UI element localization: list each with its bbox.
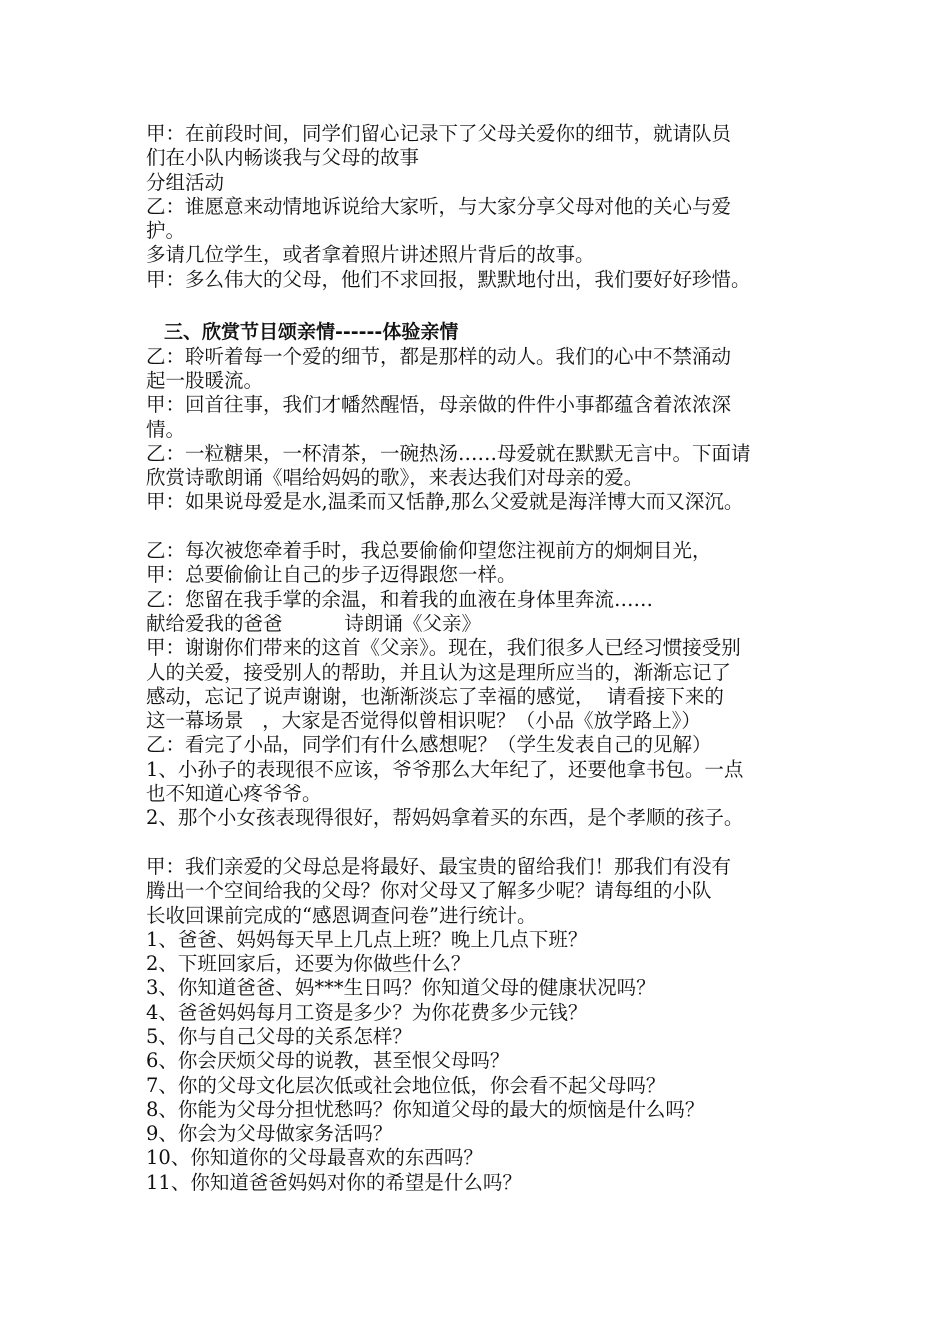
text-line: 甲：如果说母爱是水,温柔而又恬静,那么父爱就是海洋博大而又深沉。 [146,490,744,514]
survey-question: 6、你会厌烦父母的说教，甚至恨父母吗？ [146,1049,510,1073]
text-line: 乙：一粒糖果，一杯清茶，一碗热汤……母爱就在默默无言中。下面请 [146,441,751,465]
text-line: 人的关爱，接受别人的帮助，并且认为这是理所应当的，渐渐忘记了 [146,660,732,684]
text-line: 腾出一个空间给我的父母？你对父母又了解多少呢？请每组的小队 [146,879,712,903]
blank-line [146,515,826,539]
survey-question: 7、你的父母文化层次低或社会地位低，你会看不起父母吗？ [146,1073,666,1097]
block-father-love [146,539,826,831]
blank-line [146,292,826,316]
text-line: 乙：谁愿意来动情地诉说给大家听，与大家分享父母对他的关心与爱 [146,194,732,218]
survey-question: 3、你知道爸爸、妈***生日吗？你知道父母的健康状况吗？ [146,976,656,1000]
text-line: 这一幕场景 ，大家是否觉得似曾相识呢？（小品《放学路上》） [146,709,701,733]
survey-question: 1、爸爸、妈妈每天早上几点上班？晚上几点下班？ [146,927,588,951]
text-line: 欣赏诗歌朗诵《唱给妈妈的歌》，来表达我们对母亲的爱。 [146,466,644,490]
text-line: 乙：看完了小品，同学们有什么感想呢？（学生发表自己的见解） [146,733,712,757]
text-line: 们在小队内畅谈我与父母的故事 [146,146,420,170]
text-line: 乙：您留在我手掌的余温，和着我的血液在身体里奔流…… [146,587,654,611]
survey-question: 10、你知道你的父母最喜欢的东西吗？ [146,1146,483,1170]
block-intro [146,122,826,292]
survey-question: 4、爸爸妈妈每月工资是多少？为你花费多少元钱？ [146,1000,588,1024]
blank-line [146,831,826,855]
text-line: 甲：多么伟大的父母，他们不求回报，默默地付出，我们要好好珍惜。 [146,267,751,291]
section-heading: 三、欣赏节目颂亲情------体验亲情 [164,321,459,344]
text-line: 起一股暖流。 [146,368,264,392]
text-line: 甲：总要偷偷让自己的步子迈得跟您一样。 [146,563,517,587]
text-line: 分组活动 [146,170,225,194]
text-line: 甲：回首往事，我们才幡然醒悟，母亲做的件件小事都蕴含着浓浓深 [146,393,732,417]
text-line: 2、那个小女孩表现得很好，帮妈妈拿着买的东西，是个孝顺的孩子。 [146,806,744,830]
survey-question: 11、你知道爸爸妈妈对你的希望是什么吗？ [146,1170,522,1194]
survey-question: 5、你与自己父母的关系怎样？ [146,1024,412,1048]
text-line: 甲：谢谢你们带来的这首《父亲》。现在，我们很多人已经习惯接受别 [146,636,741,660]
text-line: 乙：聆听着每一个爱的细节，都是那样的动人。我们的心中不禁涌动 [146,344,732,368]
survey-question: 9、你会为父母做家务活吗？ [146,1122,393,1146]
text-line: 甲：在前段时间，同学们留心记录下了父母关爱你的细节，就请队员 [146,122,732,145]
text-line: 长收回课前完成的“感恩调查问卷”进行统计。 [146,903,537,927]
text-line: 献给爱我的爸爸 诗朗诵《父亲》 [146,611,481,635]
block-mother-love [146,345,826,515]
text-line: 感动，忘记了说声谢谢，也渐渐淡忘了幸福的感觉， 请看接下来的 [146,684,724,708]
text-line: 乙：每次被您牵着手时，我总要偷偷仰望您注视前方的炯炯目光， [146,539,712,563]
text-line: 情。 [146,417,186,441]
text-line: 多请几位学生，或者拿着照片讲述照片背后的故事。 [146,243,595,267]
text-line: 也不知道心疼爷爷。 [146,782,322,806]
document-page [146,122,826,1195]
survey-question: 2、下班回家后，还要为你做些什么？ [146,952,471,976]
text-line: 护。 [146,219,186,243]
block-survey [146,855,826,1195]
text-line: 1、小孙子的表现很不应该，爷爷那么大年纪了，还要他拿书包。一点 [146,757,744,781]
survey-question: 8、你能为父母分担忧愁吗？你知道父母的最大的烦恼是什么吗？ [146,1097,705,1121]
text-line: 甲：我们亲爱的父母总是将最好、最宝贵的留给我们！那我们有没有 [146,854,732,878]
